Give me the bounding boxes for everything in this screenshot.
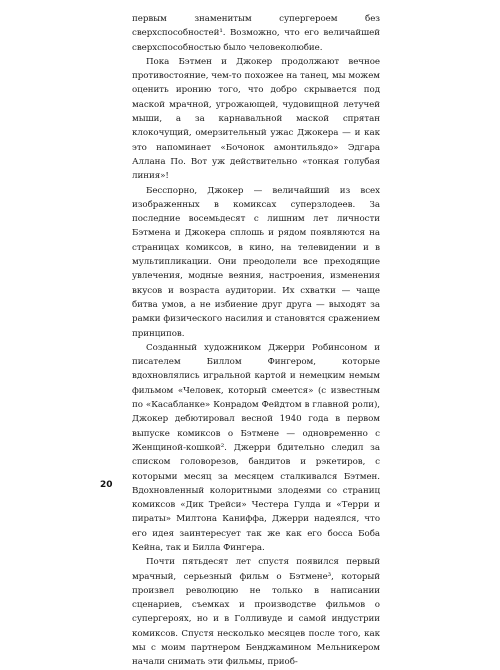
paragraph-1: первым знаменитым супергероем без сверхспособностей¹. Возможно, что его величайшей сверхспособностью было человеколюбие. [132, 14, 380, 53]
paragraph-5: Почти пятьдесят лет спустя появился первый мрачный, серьезный фильм о Бэтмене³, который произвел революцию не только в написании сценариев, съемках и производстве фильмов о супергероях, но и в Голливуде и самой индустрии комиксов. Спустя несколько месяцев после того, как мы с моим партнером Бенджамином Мельникером начали снимать эти фильмы, приоб- [132, 557, 380, 668]
body-text [132, 12, 380, 670]
paragraph-4: Созданный художником Джерри Робинсоном и писателем Биллом Фингером, которые вдохновлялись игральной картой и немецким немым фильмом «Человек, который смеется» (с известным по «Касабланке» Конрадом Фейдтом в главной роли), Джокер дебютировал весной 1940 года в первом выпуске комиксов о Бэтмене — одновременно с Женщиной-кошкой². Джерри бдительно следил за списком головорезов, бандитов и рэкетиров, с которыми месяц за месяцем сталкивался Бэтмен. Вдохновленный колоритными злодеями со страниц комиксов «Дик Трейси» Честера Гулда и «Терри и пираты» Милтона Каниффа, Джерри надеялся, что его идея заинтересует так же как его босса Боба Кейна, так и Билла Фингера. [132, 342, 380, 553]
page-number: 20 [100, 480, 113, 490]
paragraph-3: Бесспорно, Джокер — величайший из всех изображенных в комиксах суперзлодеев. За последние восемьдесят с лишним лет личности Бэтмена и Джокера сплошь и рядом появляются на страницах комиксов, в кино, на телевидении и в мультипликации. Они преодолели все преходящие увлечения, модные веяния, настроения, изменения вкусов и возраста аудитории. Их схватки — чаще битва умов, а не избиение друг друга — выходят за рамки физического насилия и становятся сражением принципов. [132, 185, 380, 339]
paragraph-2: Пока Бэтмен и Джокер продолжают вечное противостояние, чем-то похожее на танец, мы можем оценить иронию того, что добро скрывается под маской мрачной, угрожающей, чудовищной летучей мыши, а за карнавальной маской спрятан клокочущий, омерзительный ужас Джокера — и как это напоминает «Бочонок амонтильядо» Эдгара Аллана По. Вот уж действительно «тонкая голубая линия»! [132, 56, 380, 182]
